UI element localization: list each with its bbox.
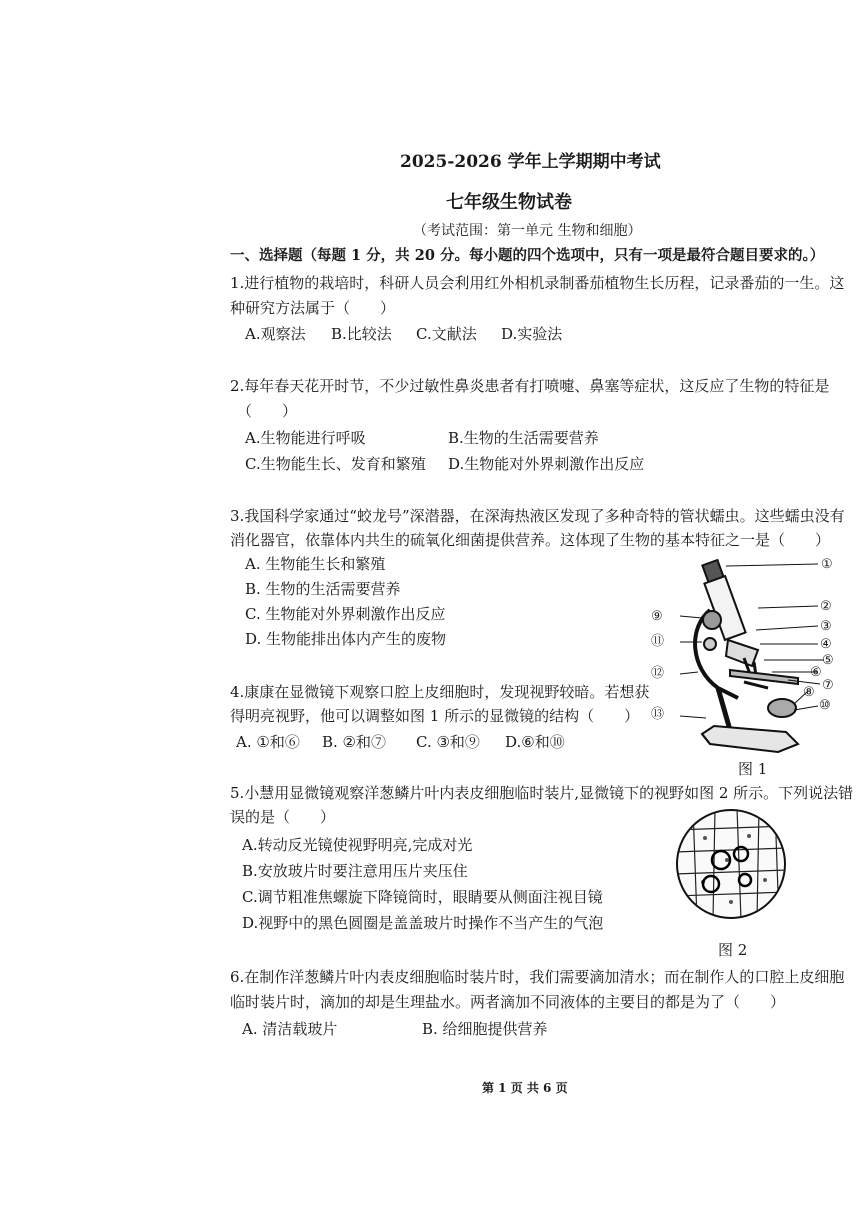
question-4-line2: 得明亮视野，他可以调整如图 1 所示的显微镜的结构（ ） — [230, 707, 640, 725]
q4-option-c: C. ③和⑨ — [416, 733, 480, 751]
figure1-label-12: ⑫ — [651, 666, 665, 681]
q4-option-a: A. ①和⑥ — [236, 733, 300, 751]
figure1-label-7: ⑦ — [822, 678, 834, 693]
figure1-label-11: ⑪ — [651, 634, 665, 649]
q2-option-b: B.生物的生活需要营养 — [448, 429, 599, 447]
q5-option-c: C.调节粗准焦螺旋下降镜筒时，眼睛要从侧面注视目镜 — [242, 888, 603, 906]
question-3-line1: 3.我国科学家通过“蛟龙号”深潜器，在深海热液区发现了多种奇特的管状蠕虫。这些蠕虫没有 — [230, 507, 845, 525]
page-number: 第 1 页 共 6 页 — [482, 1081, 568, 1095]
q3-option-c: C. 生物能对外界刺激作出反应 — [245, 605, 446, 623]
q1-option-b: B.比较法 — [331, 325, 392, 343]
q1-option-a: A.观察法 — [245, 325, 306, 343]
figure1-label-4: ④ — [820, 637, 832, 652]
q5-option-d: D.视野中的黑色圆圈是盖盖玻片时操作不当产生的气泡 — [242, 914, 604, 932]
q5-option-a: A.转动反光镜使视野明亮,完成对光 — [242, 836, 473, 854]
exam-subtitle: 七年级生物试卷 — [446, 192, 572, 213]
cell-view-figure — [675, 808, 787, 920]
question-1-line1: 1.进行植物的栽培时，科研人员会利用红外相机录制番茄植物生长历程，记录番茄的一生。这 — [230, 274, 845, 292]
question-5-line2: 误的是（ ） — [230, 808, 336, 826]
q4-option-d: D.⑥和⑩ — [505, 733, 565, 751]
q6-option-b: B. 给细胞提供营养 — [422, 1020, 548, 1038]
figure1-label-6: ⑥ — [810, 665, 822, 680]
figure1-caption: 图 1 — [738, 760, 768, 778]
q2-option-d: D.生物能对外界刺激作出反应 — [448, 455, 645, 473]
q3-option-a: A. 生物能生长和繁殖 — [245, 555, 386, 573]
figure1-label-3: ③ — [820, 619, 832, 634]
q1-option-d: D.实验法 — [501, 325, 563, 343]
q2-option-c: C.生物能生长、发育和繁殖 — [245, 455, 426, 473]
figure1-label-1: ① — [821, 557, 833, 572]
figure1-label-8: ⑧ — [803, 685, 815, 700]
figure1-label-10: ⑩ — [819, 698, 831, 713]
figure1-label-13: ⑬ — [651, 707, 665, 722]
q6-option-a: A. 清洁载玻片 — [242, 1020, 338, 1038]
q3-option-b: B. 生物的生活需要营养 — [245, 580, 401, 598]
question-4-line1: 4.康康在显微镜下观察口腔上皮细胞时，发现视野较暗。若想获 — [230, 683, 650, 701]
q4-option-b: B. ②和⑦ — [322, 733, 387, 751]
question-3-line2: 消化器官，依靠体内共生的硫氧化细菌提供营养。这体现了生物的基本特征之一是（ ） — [230, 531, 831, 549]
q3-option-d: D. 生物能排出体内产生的废物 — [245, 630, 447, 648]
question-2-line2: （ ） — [237, 402, 298, 420]
section-heading: 一、选择题（每题 1 分，共 20 分。每小题的四个选项中，只有一项是最符合题目要求的。） — [230, 247, 825, 264]
q5-option-b: B.安放玻片时要注意用压片夹压住 — [242, 862, 468, 880]
figure1-label-2: ② — [820, 599, 832, 614]
exam-scope: （考试范围：第一单元 生物和细胞） — [413, 223, 642, 239]
question-6-line2: 临时装片时，滴加的却是生理盐水。两者滴加不同液体的主要目的都是为了（ ） — [230, 993, 786, 1011]
figure2-caption: 图 2 — [718, 941, 748, 959]
q1-option-c: C.文献法 — [416, 325, 477, 343]
question-2-line1: 2.每年春天花开时节，不少过敏性鼻炎患者有打喷嚏、鼻塞等症状，这反应了生物的特征是 — [230, 377, 830, 395]
exam-title: 2025-2026 学年上学期期中考试 — [400, 152, 661, 172]
question-5-line1: 5.小慧用显微镜观察洋葱鳞片叶内表皮细胞临时装片,显微镜下的视野如图 2 所示。下列说法错 — [230, 784, 854, 802]
question-6-line1: 6.在制作洋葱鳞片叶内表皮细胞临时装片时，我们需要滴加清水；而在制作人的口腔上皮细胞 — [230, 968, 845, 986]
q2-option-a: A.生物能进行呼吸 — [245, 429, 366, 447]
figure1-label-9: ⑨ — [651, 609, 663, 624]
question-1-line2: 种研究方法属于（ ） — [230, 299, 396, 317]
figure1-label-5: ⑤ — [822, 653, 834, 668]
